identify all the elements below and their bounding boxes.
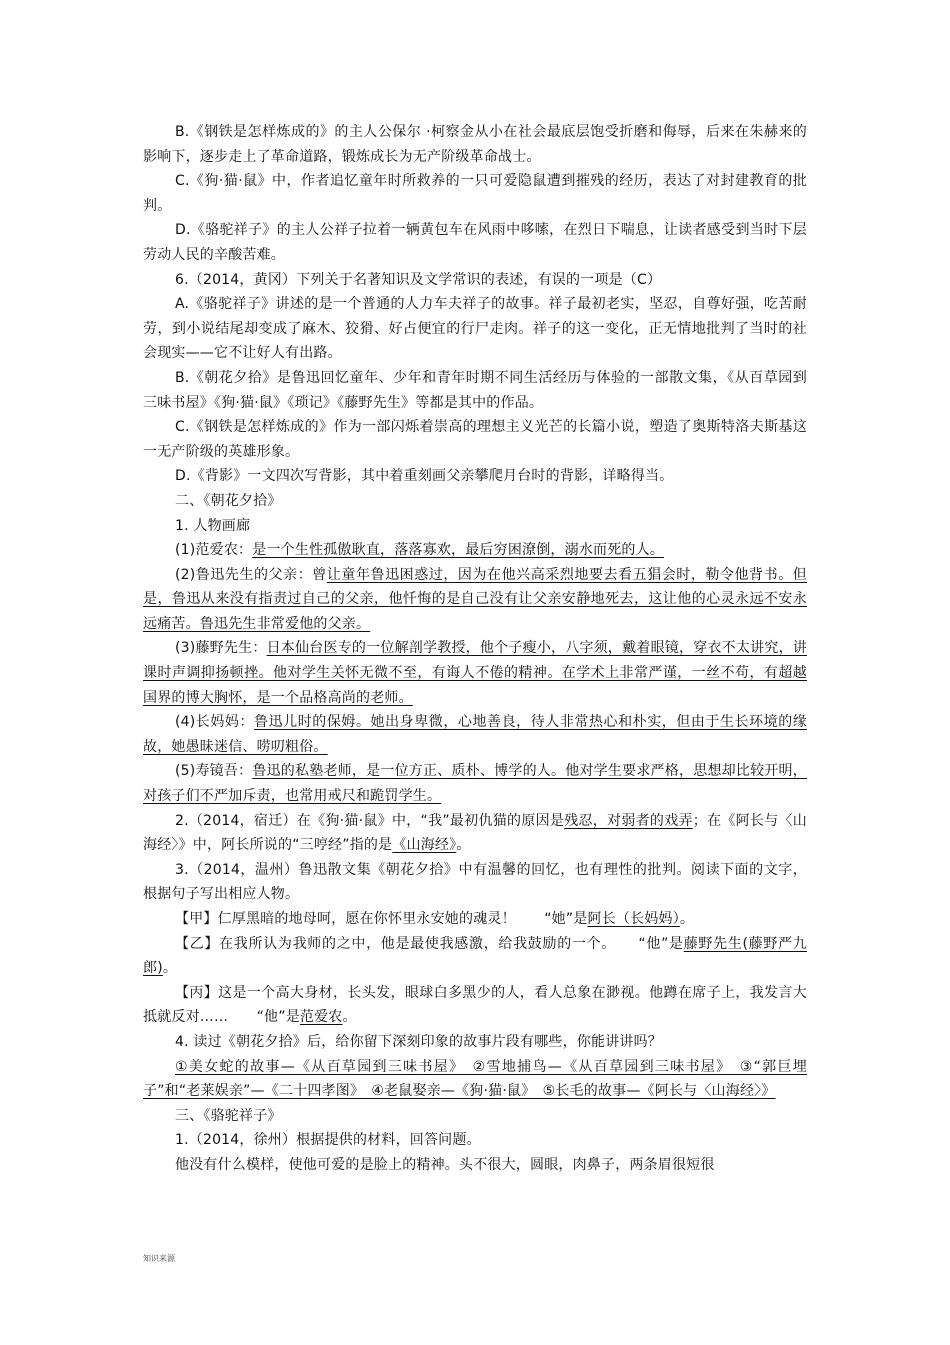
option-d-paragraph: D.《骆驼祥子》的主人公祥子拉着一辆黄包车在风雨中哆嗦，在烈日下喘息，让读者感受到当时下层劳动人民的辛酸苦难。 (143, 222, 807, 263)
q2-answer-1: 残忍，对弱者的戏弄 (564, 812, 693, 829)
section-3-heading: 三、《骆驼祥子》 (175, 1107, 282, 1124)
q6-option-b: B.《朝花夕拾》是鲁迅回忆童年、少年和青年时期不同生活经历与体验的一部散文集，《从百草园到三味书屋》《狗·猫·鼠》《琐记》《藤野先生》等都是其中的作品。 (143, 369, 807, 411)
option-b-paragraph: B.《钢铁是怎样炼成的》的主人公保尔 ·柯察金从小在社会最底层饱受折磨和侮辱，后来在朱赫来的影响下，逐步走上了革命道路，锻炼成长为无产阶级革命战士。 (143, 124, 807, 165)
q3-jia: 【甲】仁厚黑暗的地母呵，愿在你怀里永安她的魂灵！ “她”是阿长（长妈妈）。 (175, 911, 695, 927)
gallery-item: (5)寿镜吾：鲁迅的私塾老师，是一位方正、质朴、博学的人。他对学生要求严格，思想却比较开明，对孩子们不严加斥责，也常用戒尺和跪罚学生。 (143, 763, 807, 805)
gallery-answer: 是一个生性孤傲耿直，落落寡欢，最后穷困潦倒，溺水而死的人。 (252, 542, 665, 559)
q3-jia-answer: 阿长（长妈妈） (587, 911, 680, 927)
gallery-answer: 日本仙台医专的一位解剖学教授，他个子瘦小，八字须，戴着眼镜，穿衣不太讲究，讲课时声调抑扬顿挫。他对学生关怀无微不至，有诲人不倦的精神。在学术上非常严谨，一丝不苟，有超越国界的博大胸怀，是一个品格高尚的老师。 (143, 640, 807, 706)
passage-text: 他没有什么模样，使他可爱的是脸上的精神。头不很大，圆眼，肉鼻子，两条眉很短很 (175, 1156, 715, 1173)
question-3-stem: 3.（2014，温州）鲁迅散文集《朝花夕拾》中有温馨的回忆，也有理性的批判。阅读下面的文字，根据句子写出相应人物。 (143, 861, 807, 903)
page-footer: 知识来源 (143, 1254, 175, 1263)
q3-yi-answer: 藤野先生(藤野严九郎) (143, 935, 807, 977)
gallery-item: (4)长妈妈：鲁迅儿时的保姆。她出身卑微，心地善良，待人非常热心和朴实，但由于生长环境的缘故，她愚昧迷信、唠叨粗俗。 (143, 714, 807, 755)
q2-answer-2: 《山海经》 (392, 837, 457, 854)
question-4-stem: 4. 读过《朝花夕拾》后，给你留下深刻印象的故事片段有哪些，你能讲讲吗？ (175, 1033, 663, 1050)
q6-option-a: A.《骆驼祥子》讲述的是一个普通的人力车夫祥子的故事。祥子最初老实，坚忍，自尊好强，吃苦耐劳，到小说结尾却变成了麻木、狡猾、好占便宜的行尸走肉。祥子的这一变化，正无情地批判了当时的社会现实——它不让好人有出路。 (143, 296, 807, 362)
gallery-item: (1)范爱农：是一个生性孤傲耿直，落落寡欢，最后穷困潦倒，溺水而死的人。 (175, 542, 665, 559)
q6-option-d: D.《背影》一文四次写背影，其中着重刻画父亲攀爬月台时的背影，详略得当。 (175, 468, 674, 485)
option-c-paragraph: C.《狗·猫·鼠》中，作者追忆童年时所救养的一只可爱隐鼠遭到摧残的经历，表达了对封建教育的批判。 (143, 173, 807, 214)
gallery-answer: 鲁迅儿时的保姆。她出身卑微，心地善良，待人非常热心和朴实，但由于生长环境的缘故，她愚昧迷信、唠叨粗俗。 (143, 714, 807, 755)
section-3-question-1: 1.（2014，徐州）根据提供的材料，回答问题。 (175, 1132, 481, 1149)
q4-answer: ①美女蛇的故事—《从百草园到三味书屋》 ②雪地捕鸟—《从百草园到三味书屋》 ③“郭巨埋子”和“老莱娱亲”—《二十四孝图》 ④老鼠娶亲—《狗·猫·鼠》 ⑤长毛的故事—《阿长与〈山海经〉》 (143, 1058, 807, 1100)
gallery-item: (2)鲁迅先生的父亲：曾让童年鲁迅困惑过，因为在他兴高采烈地要去看五猖会时，勒令他背书。但是，鲁迅从来没有指责过自己的父亲，他忏悔的是自己没有让父亲安静地死去，这让他的心灵永远不安永远痛苦。鲁迅先生非常爱他的父亲。 (143, 566, 807, 632)
gallery-answer: 让童年鲁迅困惑过，因为在他兴高采烈地要去看五猖会时，勒令他背书。但是，鲁迅从来没有指责过自己的父亲，他忏悔的是自己没有让父亲安静地死去，这让他的心灵永远不安永远痛苦。鲁迅先生非常爱他的父亲。 (143, 566, 807, 632)
section-2-heading: 二、《朝花夕拾》 (175, 492, 282, 509)
question-2: 2.（2014，宿迁）在《狗·猫·鼠》中，“我”最初仇猫的原因是残忍，对弱者的戏弄；在《阿长与〈山海经〉》中，阿长所说的“三哼经”指的是《山海经》。 (143, 812, 807, 854)
q3-bing-answer: 范爱农 (299, 1009, 343, 1026)
question-6-stem: 6.（2014，黄冈）下列关于名著知识及文学常识的表述，有误的一项是（C） (175, 271, 662, 288)
gallery-heading: 1. 人物画廊 (175, 517, 251, 534)
document-body (143, 120, 807, 1178)
q6-option-c: C.《钢铁是怎样炼成的》作为一部闪烁着崇高的理想主义光芒的长篇小说，塑造了奥斯特洛夫斯基这一无产阶级的英雄形象。 (143, 419, 807, 460)
gallery-answer: 鲁迅的私塾老师，是一位方正、质朴、博学的人。他对学生要求严格，思想却比较开明，对孩子们不严加斥责，也常用戒尺和跪罚学生。 (143, 763, 807, 805)
q3-bing: 【丙】这是一个高大身材，长头发，眼球白多黑少的人，看人总象在渺视。他蹲在席子上，我发言大抵就反对…… “他”是范爱农。 (143, 984, 807, 1026)
gallery-item: (3)藤野先生：日本仙台医专的一位解剖学教授，他个子瘦小，八字须，戴着眼镜，穿衣不太讲究，讲课时声调抑扬顿挫。他对学生关怀无微不至，有诲人不倦的精神。在学术上非常严谨，一丝不苟，有超越国界的博大胸怀，是一个品格高尚的老师。 (143, 640, 807, 706)
q3-yi: 【乙】在我所认为我师的之中，他是最使我感激，给我鼓励的一个。 “他”是藤野先生(藤野严九郎)。 (143, 935, 807, 977)
